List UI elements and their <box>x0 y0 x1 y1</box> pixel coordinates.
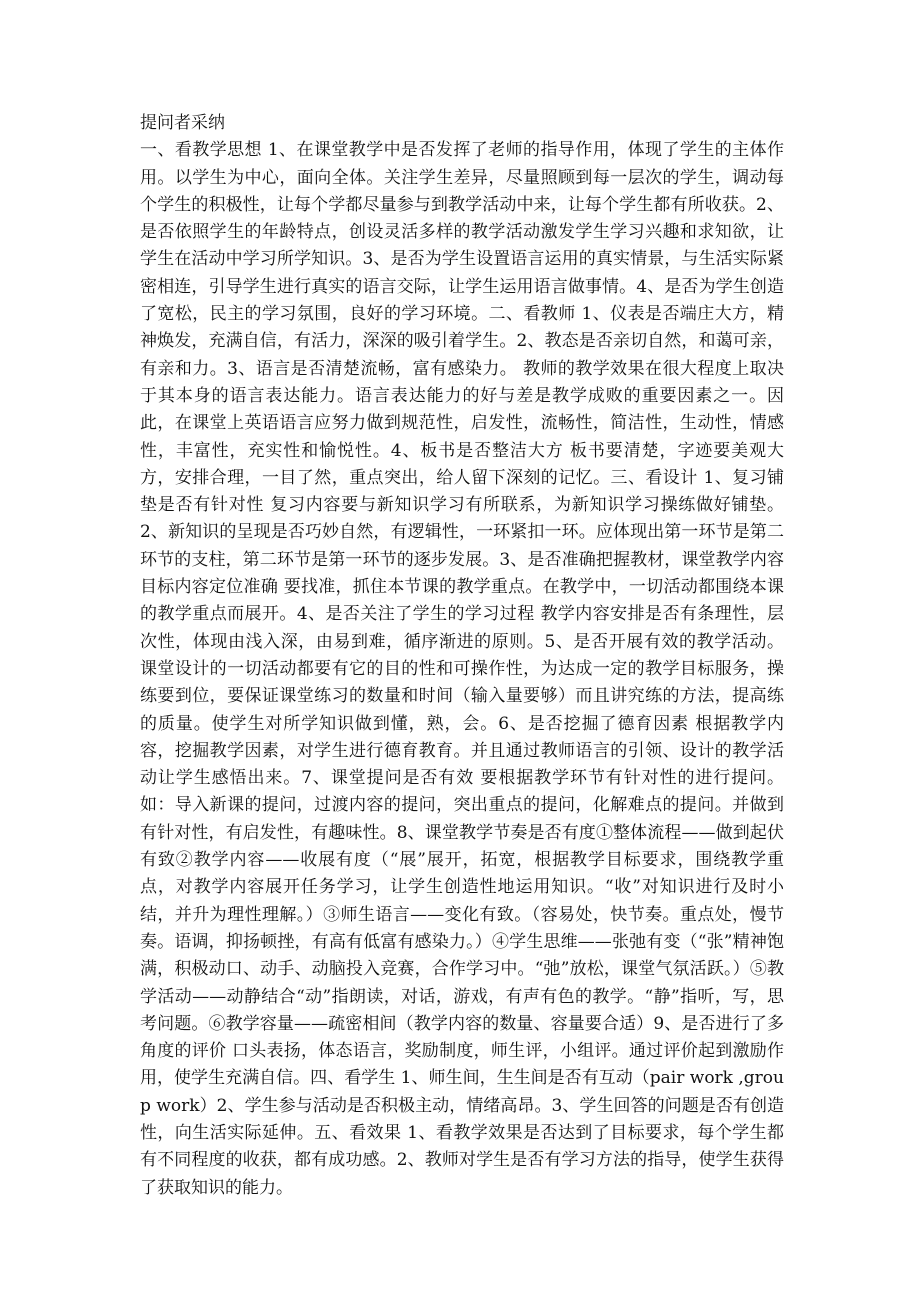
document-body <box>140 110 784 1202</box>
document-header: 提问者采纳 <box>140 113 225 133</box>
document-paragraph: 一、看教学思想 1、在课堂教学中是否发挥了老师的指导作用，体现了学生的主体作用。以学生为中心，面向全体。关注学生差异，尽量照顾到每一层次的学生，调动每个学生的积极性，让每个学都尽量参与到教学活动中来，让每个学生都有所收获。2、是否依照学生的年龄特点，创设灵活多样的教学活动激发学生学习兴趣和求知欲，让学生在活动中学习所学知识。3、是否为学生设置语言运用的真实情景，与生活实际紧密相连，引导学生进行真实的语言交际，让学生运用语言做事情。4、是否为学生创造了宽松，民主的学习氛围，良好的学习环境。二、看教师 1、仪表是否端庄大方，精神焕发，充满自信，有活力，深深的吸引着学生。2、教态是否亲切自然，和蔼可亲，有亲和力。3、语言是否清楚流畅，富有感染力。 教师的教学效果在很大程度上取决于其本身的语言表达能力。语言表达能力的好与差是教学成败的重要因素之一。因此，在课堂上英语语言应努力做到规范性，启发性，流畅性，简洁性，生动性，情感性，丰富性，充实性和愉悦性。4、板书是否整洁大方 板书要清楚，字迹要美观大方，安排合理，一目了然，重点突出，给人留下深刻的记忆。三、看设计 1、复习铺垫是否有针对性 复习内容要与新知识学习有所联系，为新知识学习操练做好铺垫。2、新知识的呈现是否巧妙自然，有逻辑性，一环紧扣一环。应体现出第一环节是第二环节的支柱，第二环节是第一环节的逐步发展。3、是否准确把握教材，课堂教学内容目标内容定位准确 要找准，抓住本节课的教学重点。在教学中，一切活动都围绕本课的教学重点而展开。4、是否关注了学生的学习过程 教学内容安排是否有条理性，层次性，体现由浅入深，由易到难，循序渐进的原则。5、是否开展有效的教学活动。 课堂设计的一切活动都要有它的目的性和可操作性，为达成一定的教学目标服务，操练要到位，要保证课堂练习的数量和时间（输入量要够）而且讲究练的方法，提高练的质量。使学生对所学知识做到懂，熟，会。6、是否挖掘了德育因素 根据教学内容，挖掘教学因素，对学生进行德育教育。并且通过教师语言的引领、设计的教学活动让学生感悟出来。7、课堂提问是否有效 要根据教学环节有针对性的进行提问。如：导入新课的提问，过渡内容的提问，突出重点的提问，化解难点的提问。并做到有针对性，有启发性，有趣味性。8、课堂教学节奏是否有度①整体流程——做到起伏有致②教学内容——收展有度（“展”展开，拓宽，根据教学目标要求，围绕教学重点，对教学内容展开任务学习，让学生创造性地运用知识。“收”对知识进行及时小结，并升为理性理解。）③师生语言——变化有致。（容易处，快节奏。重点处，慢节奏。语调，抑扬顿挫，有高有低富有感染力。）④学生思维——张弛有变（“张”精神饱满，积极动口、动手、动脑投入竞赛，合作学习中。“弛”放松，课堂气氛活跃。）⑤教学活动——动静结合“动”指朗读，对话，游戏，有声有色的教学。“静”指听，写，思考问题。⑥教学容量——疏密相间（教学内容的数量、容量要合适）9、是否进行了多角度的评价 口头表扬，体态语言，奖励制度，师生评，小组评。通过评价起到激励作用，使学生充满自信。四、看学生 1、师生间，生生间是否有互动（pair work ,group work）2、学生参与活动是否积极主动，情绪高昂。3、学生回答的问题是否有创造性，向生活实际延伸。五、看效果 1、看教学效果是否达到了目标要求，每个学生都有不同程度的收获，都有成功感。2、教师对学生是否有学习方法的指导，使学生获得了获取知识的能力。 <box>140 140 784 1198</box>
